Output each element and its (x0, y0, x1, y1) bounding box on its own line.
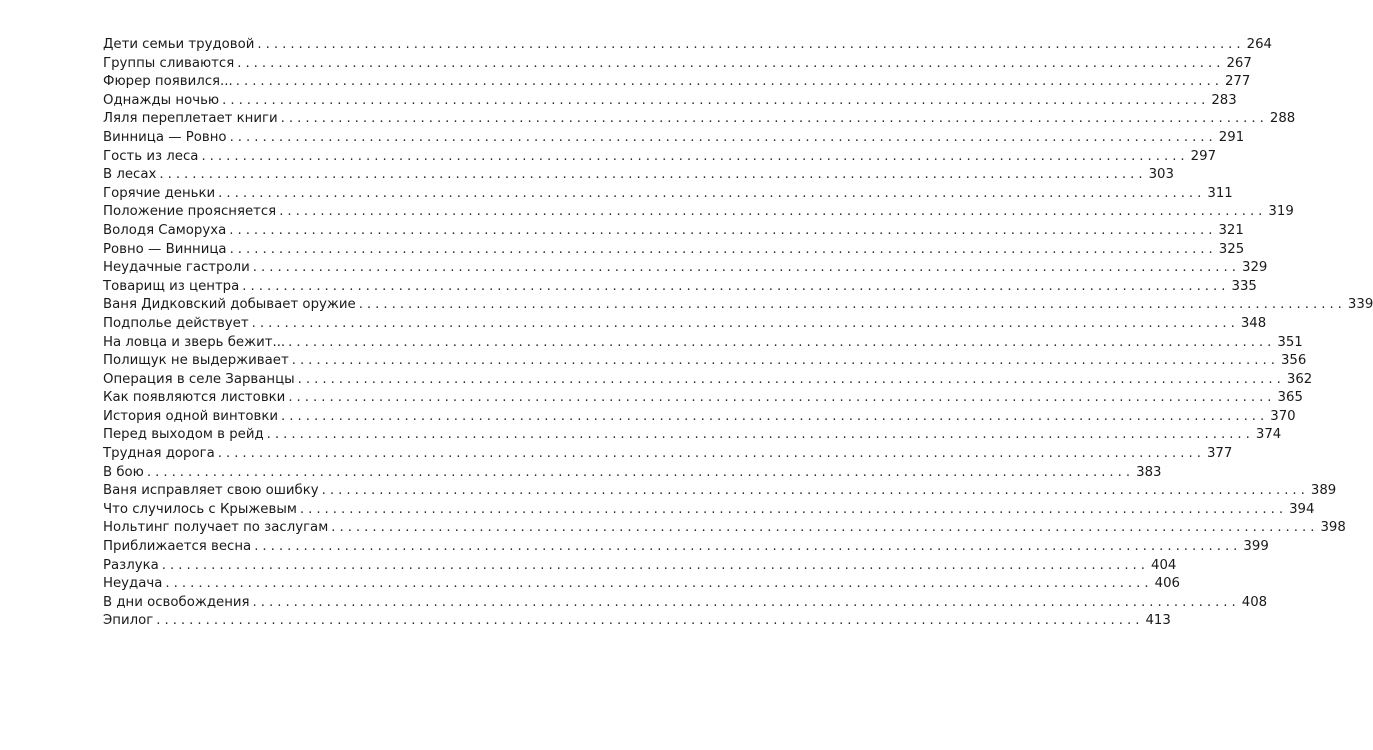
toc-entry-title: Как появляются листовки (103, 390, 286, 406)
toc-entry-title: Нольтинг получает по заслугам (103, 520, 329, 536)
toc-entry-page-number: 297 (1190, 148, 1217, 164)
toc-entry-page-number: 389 (1310, 483, 1337, 499)
toc-entry-title: Неудача (103, 576, 163, 592)
toc-entry-page-number: 319 (1268, 204, 1294, 220)
toc-entry-page-number: 399 (1243, 539, 1269, 555)
toc-entry-page-number: 348 (1240, 315, 1267, 331)
dot-leader: ........................................................................................................................ (165, 576, 1153, 592)
dot-leader: ........................................................................................................................ (229, 222, 1217, 238)
toc-entry-page-number: 374 (1255, 427, 1282, 443)
toc-entry (103, 612, 1171, 631)
dot-leader: ........................................................................................................................ (252, 260, 1240, 276)
toc-entry-title: Гость из леса (103, 148, 199, 164)
dot-leader: ........................................................................................................................ (358, 297, 1346, 313)
dot-leader: ........................................................................................................................ (146, 464, 1135, 480)
toc-entry (103, 352, 1307, 371)
toc-entry (103, 241, 1245, 260)
toc-entry-page-number: 335 (1231, 278, 1257, 294)
toc-entry (103, 501, 1315, 520)
dot-leader: ........................................................................................................................ (288, 334, 1276, 350)
dot-leader: ........................................................................................................................ (299, 501, 1288, 517)
toc-entry (103, 129, 1245, 148)
toc-entry-title: Положение проясняется (103, 204, 277, 220)
toc-entry-page-number: 408 (1241, 594, 1268, 610)
toc-entry-page-number: 394 (1289, 501, 1315, 517)
dot-leader: ........................................................................................................................ (288, 390, 1276, 406)
toc-entry-page-number: 406 (1154, 576, 1181, 592)
toc-entry (103, 166, 1174, 185)
toc-entry-page-number: 365 (1277, 390, 1303, 406)
dot-leader: ........................................................................................................................ (266, 427, 1254, 443)
toc-entry-page-number: 398 (1320, 520, 1346, 536)
toc-entry-title: Винница — Ровно (103, 129, 227, 145)
dot-leader: ........................................................................................................................ (218, 185, 1206, 201)
toc-entry-title: Володя Саморуха (103, 222, 227, 238)
toc-entry (103, 389, 1303, 408)
toc-entry (103, 203, 1294, 222)
toc-entry (103, 55, 1252, 74)
toc-entry (103, 222, 1244, 241)
toc-entry-title: Горячие деньки (103, 185, 216, 201)
toc-entry (103, 296, 1373, 315)
toc-entry-page-number: 325 (1218, 241, 1245, 257)
dot-leader: ........................................................................................................................ (331, 520, 1319, 536)
toc-entry (103, 408, 1296, 427)
toc-entry-page-number: 264 (1246, 37, 1273, 52)
toc-entry-title: Товарищ из центра (103, 278, 240, 294)
toc-entry-title: В бою (103, 464, 144, 480)
toc-entry (103, 445, 1233, 464)
toc-entry (103, 519, 1346, 538)
toc-entry-title: Ваня Дидковский добывает оружие (103, 297, 356, 313)
toc-entry (103, 464, 1162, 483)
toc-entry (103, 36, 1273, 55)
toc-entry-title: Однажды ночью (103, 92, 220, 108)
toc-entry-page-number: 303 (1148, 167, 1174, 183)
dot-leader: ........................................................................................................................ (217, 446, 1205, 462)
toc-entry-title: Ваня исправляет свою ошибку (103, 483, 319, 499)
toc-entry-page-number: 356 (1280, 353, 1307, 369)
dot-leader: ........................................................................................................................ (257, 37, 1245, 52)
toc-entry (103, 148, 1217, 167)
dot-leader: ........................................................................................................................ (201, 148, 1189, 164)
dot-leader: ........................................................................................................................ (280, 111, 1268, 127)
toc-entry-page-number: 377 (1206, 446, 1233, 462)
toc-entry-title: На ловца и зверь бежит... (103, 334, 286, 350)
toc-entry (103, 315, 1267, 334)
toc-entry-page-number: 277 (1224, 74, 1251, 90)
toc-entry-page-number: 370 (1270, 408, 1296, 424)
toc-entry (103, 185, 1233, 204)
toc-entry-page-number: 329 (1241, 260, 1268, 276)
toc-entry-title: Эпилог (103, 613, 154, 629)
dot-leader: ........................................................................................................................ (252, 594, 1240, 610)
toc-entry-title: Фюрер появился... (103, 74, 233, 90)
toc-entry-page-number: 321 (1218, 222, 1244, 238)
toc-entry-title: Дети семьи трудовой (103, 37, 255, 52)
toc-entry-title: Перед выходом в рейд (103, 427, 264, 443)
dot-leader: ........................................................................................................................ (159, 167, 1147, 183)
table-of-contents (103, 36, 1373, 631)
toc-entry-page-number: 404 (1151, 557, 1177, 573)
toc-entry (103, 334, 1303, 353)
dot-leader: ........................................................................................................................ (235, 74, 1223, 90)
dot-leader: ........................................................................................................................ (254, 539, 1242, 555)
toc-entry (103, 426, 1282, 445)
dot-leader: ........................................................................................................................ (242, 278, 1230, 294)
toc-entry-page-number: 383 (1136, 464, 1162, 480)
toc-entry-title: Разлука (103, 557, 159, 573)
toc-entry-title: Приближается весна (103, 539, 252, 555)
toc-entry-title: Ровно — Винница (103, 241, 227, 257)
dot-leader: ........................................................................................................................ (161, 557, 1150, 573)
toc-entry-title: Ляля переплетает книги (103, 111, 278, 127)
toc-entry-title: Что случилось с Крыжевым (103, 501, 297, 517)
toc-entry-title: История одной винтовки (103, 408, 279, 424)
toc-entry-page-number: 413 (1145, 613, 1171, 629)
toc-entry-title: Полищук не выдерживает (103, 353, 289, 369)
toc-entry (103, 575, 1181, 594)
toc-entry (103, 538, 1269, 557)
dot-leader: ........................................................................................................................ (297, 371, 1285, 387)
dot-leader: ........................................................................................................................ (156, 613, 1144, 629)
toc-entry (103, 371, 1313, 390)
dot-leader: ........................................................................................................................ (237, 55, 1225, 71)
toc-entry (103, 259, 1268, 278)
toc-entry-page-number: 362 (1286, 371, 1313, 387)
toc-entry-page-number: 288 (1269, 111, 1296, 127)
toc-entry-title: Подполье действует (103, 315, 249, 331)
toc-entry (103, 278, 1257, 297)
toc-entry (103, 73, 1251, 92)
toc-entry-page-number: 291 (1218, 129, 1245, 145)
toc-entry-title: Неудачные гастроли (103, 260, 250, 276)
toc-entry (103, 594, 1268, 613)
toc-entry-title: В лесах (103, 167, 157, 183)
dot-leader: ........................................................................................................................ (229, 129, 1217, 145)
dot-leader: ........................................................................................................................ (229, 241, 1217, 257)
toc-entry-title: Группы сливаются (103, 55, 235, 71)
dot-leader: ........................................................................................................................ (281, 408, 1269, 424)
dot-leader: ........................................................................................................................ (321, 483, 1309, 499)
toc-entry-page-number: 283 (1211, 92, 1237, 108)
toc-entry-page-number: 311 (1207, 185, 1233, 201)
dot-leader: ........................................................................................................................ (222, 92, 1210, 108)
toc-entry-page-number: 351 (1277, 334, 1303, 350)
toc-entry-page-number: 267 (1226, 55, 1252, 71)
dot-leader: ........................................................................................................................ (279, 204, 1267, 220)
toc-entry (103, 482, 1337, 501)
dot-leader: ........................................................................................................................ (291, 353, 1279, 369)
toc-entry-title: Трудная дорога (103, 446, 215, 462)
toc-entry-title: В дни освобождения (103, 594, 250, 610)
toc-entry-page-number: 339 (1347, 297, 1373, 313)
toc-entry-title: Операция в селе Зарванцы (103, 371, 295, 387)
toc-entry (103, 557, 1177, 576)
toc-entry (103, 92, 1237, 111)
toc-entry (103, 110, 1296, 129)
dot-leader: ........................................................................................................................ (251, 315, 1239, 331)
